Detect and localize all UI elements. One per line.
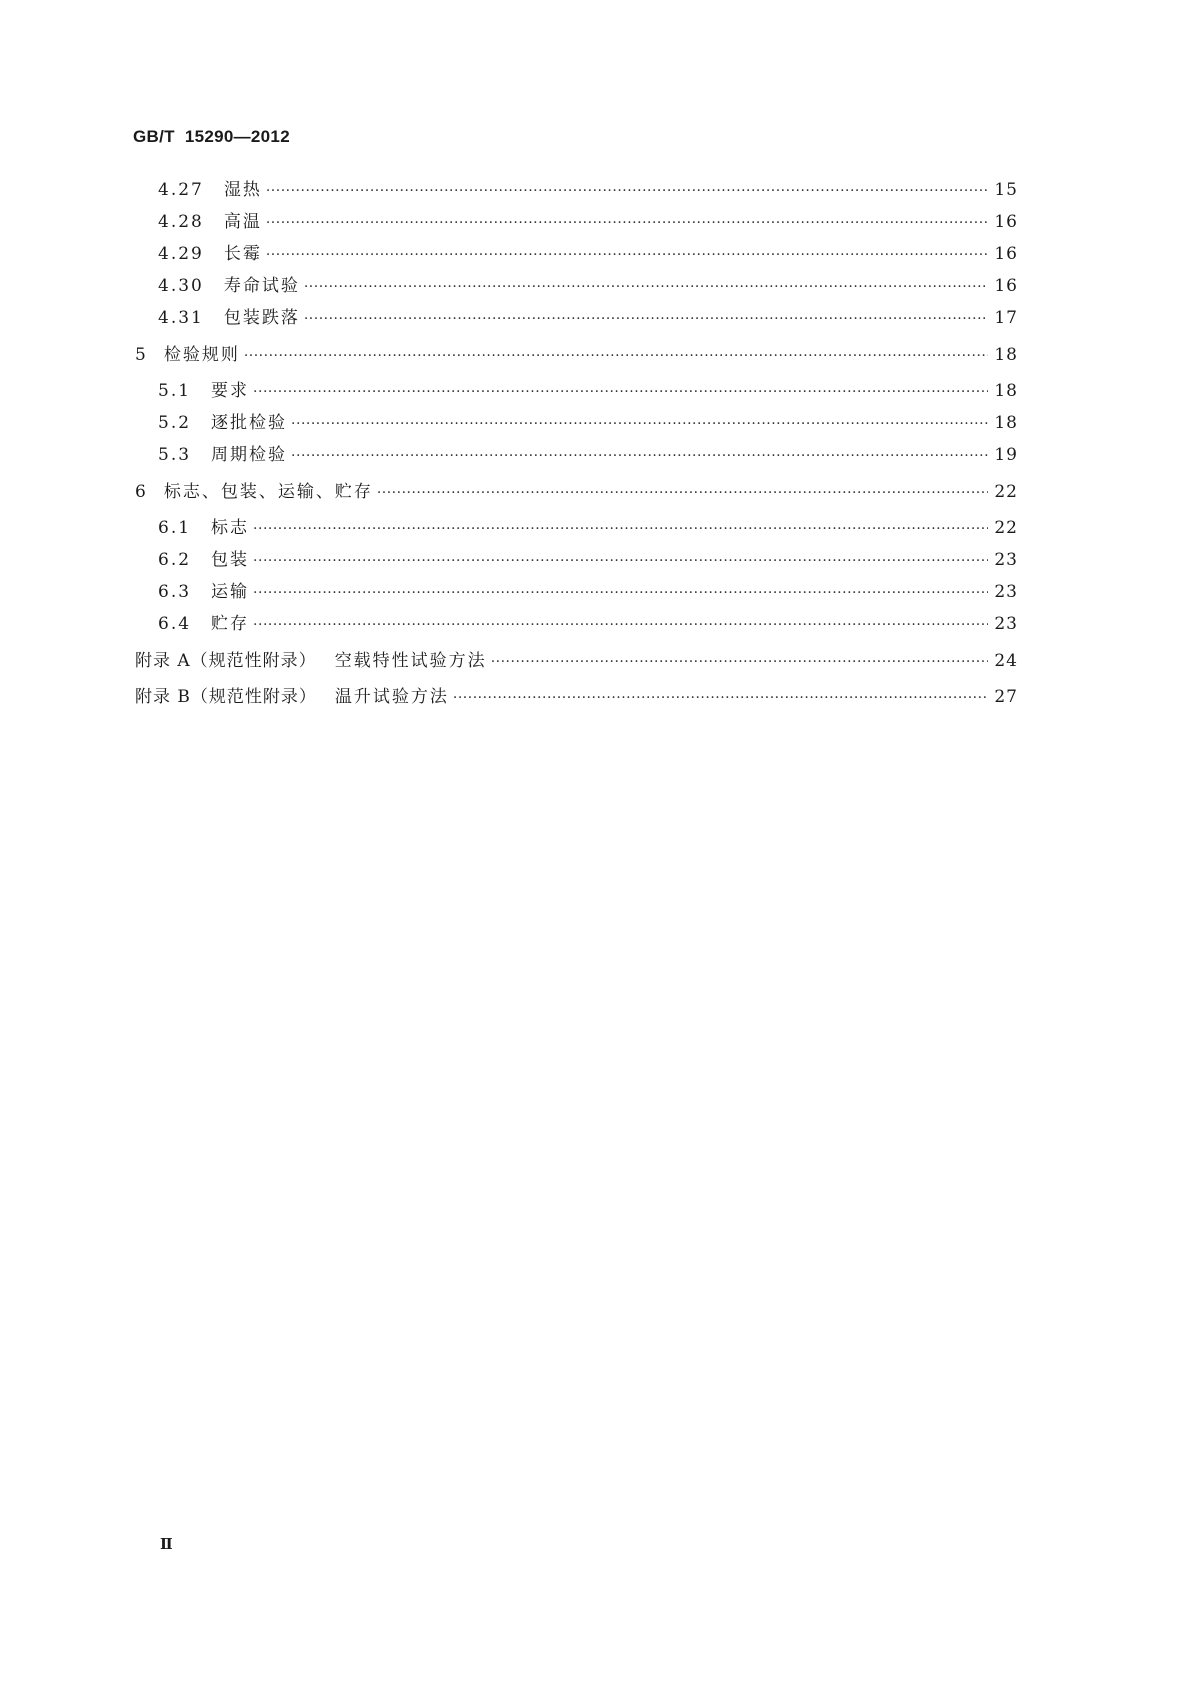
toc-entry-title: 湿热 <box>223 180 262 200</box>
toc-entry-page: 15 <box>994 180 1018 200</box>
toc-entry-title: 贮存 <box>211 614 250 634</box>
toc-entry-page: 16 <box>994 212 1018 232</box>
toc-leader-dots <box>304 306 988 331</box>
toc-entry-title: 逐批检验 <box>211 413 288 433</box>
toc-entry-4-27[interactable] <box>158 178 1018 202</box>
toc-entry-appendix-a[interactable] <box>135 649 1018 673</box>
toc-leader-dots <box>244 343 988 368</box>
toc-entry-title: 包装 <box>211 550 250 570</box>
toc-entry-page: 16 <box>994 276 1018 296</box>
toc-entry-number: 6.2 <box>158 550 192 570</box>
toc-leader-dots <box>304 274 988 299</box>
toc-entry-number: 6.4 <box>158 614 192 634</box>
toc-entry-page: 23 <box>994 582 1018 602</box>
toc-entry-number: 6.3 <box>158 582 192 602</box>
toc-entry-6-2[interactable] <box>158 548 1018 572</box>
toc-entry-number: 附录 A（规范性附录） <box>135 651 317 671</box>
toc-entry-number: 4.27 <box>158 180 204 200</box>
toc-leader-dots <box>291 411 988 436</box>
toc-leader-dots <box>266 210 988 235</box>
toc-entry-title: 检验规则 <box>163 345 240 365</box>
toc-entry-5[interactable] <box>135 343 1018 367</box>
toc-entry-6[interactable] <box>135 480 1018 504</box>
toc-entry-appendix-b[interactable] <box>135 685 1018 709</box>
toc-entry-5-2[interactable] <box>158 411 1018 435</box>
toc-entry-page: 24 <box>994 651 1018 671</box>
toc-entry-title: 包装跌落 <box>223 308 300 328</box>
toc-entry-page: 17 <box>994 308 1018 328</box>
document-code: GB/T 15290—2012 <box>133 127 290 146</box>
toc-entry-number: 5.2 <box>158 413 192 433</box>
toc-entry-page: 23 <box>994 614 1018 634</box>
toc-entry-4-28[interactable] <box>158 210 1018 234</box>
toc-entry-5-1[interactable] <box>158 379 1018 403</box>
toc-leader-dots <box>253 379 988 404</box>
toc-entry-page: 22 <box>994 482 1018 502</box>
toc-entry-title: 长霉 <box>223 244 262 264</box>
toc-leader-dots <box>253 516 988 541</box>
toc-entry-title: 高温 <box>223 212 262 232</box>
toc-entry-title: 标志 <box>211 518 250 538</box>
toc-entry-number: 4.28 <box>158 212 204 232</box>
toc-entry-title: 周期检验 <box>211 445 288 465</box>
toc-entry-page: 18 <box>994 381 1018 401</box>
toc-entry-page: 19 <box>994 445 1018 465</box>
toc-entry-title: 运输 <box>211 582 250 602</box>
toc-entry-number: 4.29 <box>158 244 204 264</box>
toc-entry-page: 16 <box>994 244 1018 264</box>
toc-entry-number: 6.1 <box>158 518 192 538</box>
toc-entry-number: 5 <box>135 345 148 365</box>
toc-entry-4-31[interactable] <box>158 306 1018 330</box>
toc-entry-title: 要求 <box>211 381 250 401</box>
toc-entry-page: 18 <box>994 345 1018 365</box>
toc-leader-dots <box>253 612 988 637</box>
toc-entry-page: 18 <box>994 413 1018 433</box>
toc-leader-dots <box>453 685 988 710</box>
toc-entry-page: 27 <box>994 687 1018 707</box>
toc-leader-dots <box>291 443 988 468</box>
toc-entry-title: 寿命试验 <box>223 276 300 296</box>
toc-entry-4-30[interactable] <box>158 274 1018 298</box>
toc-entry-number: 6 <box>135 482 148 502</box>
toc-entry-page: 22 <box>994 518 1018 538</box>
toc-entry-number: 5.1 <box>158 381 192 401</box>
toc-entry-title: 标志、包装、运输、贮存 <box>163 482 373 502</box>
toc-entry-title: 温升试验方法 <box>334 687 449 707</box>
toc-entry-6-4[interactable] <box>158 612 1018 636</box>
toc-leader-dots <box>491 649 988 674</box>
toc-leader-dots <box>266 178 988 203</box>
toc-entry-4-29[interactable] <box>158 242 1018 266</box>
toc-leader-dots <box>253 548 988 573</box>
toc-entry-5-3[interactable] <box>158 443 1018 467</box>
toc-leader-dots <box>253 580 988 605</box>
toc-entry-title: 空载特性试验方法 <box>334 651 487 671</box>
toc-entry-page: 23 <box>994 550 1018 570</box>
toc-entry-number: 附录 B（规范性附录） <box>135 687 317 707</box>
toc-entry-6-3[interactable] <box>158 580 1018 604</box>
toc-entry-6-1[interactable] <box>158 516 1018 540</box>
page-number-roman: Ⅱ <box>160 1535 173 1553</box>
toc-entry-number: 5.3 <box>158 445 192 465</box>
toc-entry-number: 4.31 <box>158 308 204 328</box>
toc-leader-dots <box>377 480 988 505</box>
toc-leader-dots <box>266 242 988 267</box>
toc-entry-number: 4.30 <box>158 276 204 296</box>
